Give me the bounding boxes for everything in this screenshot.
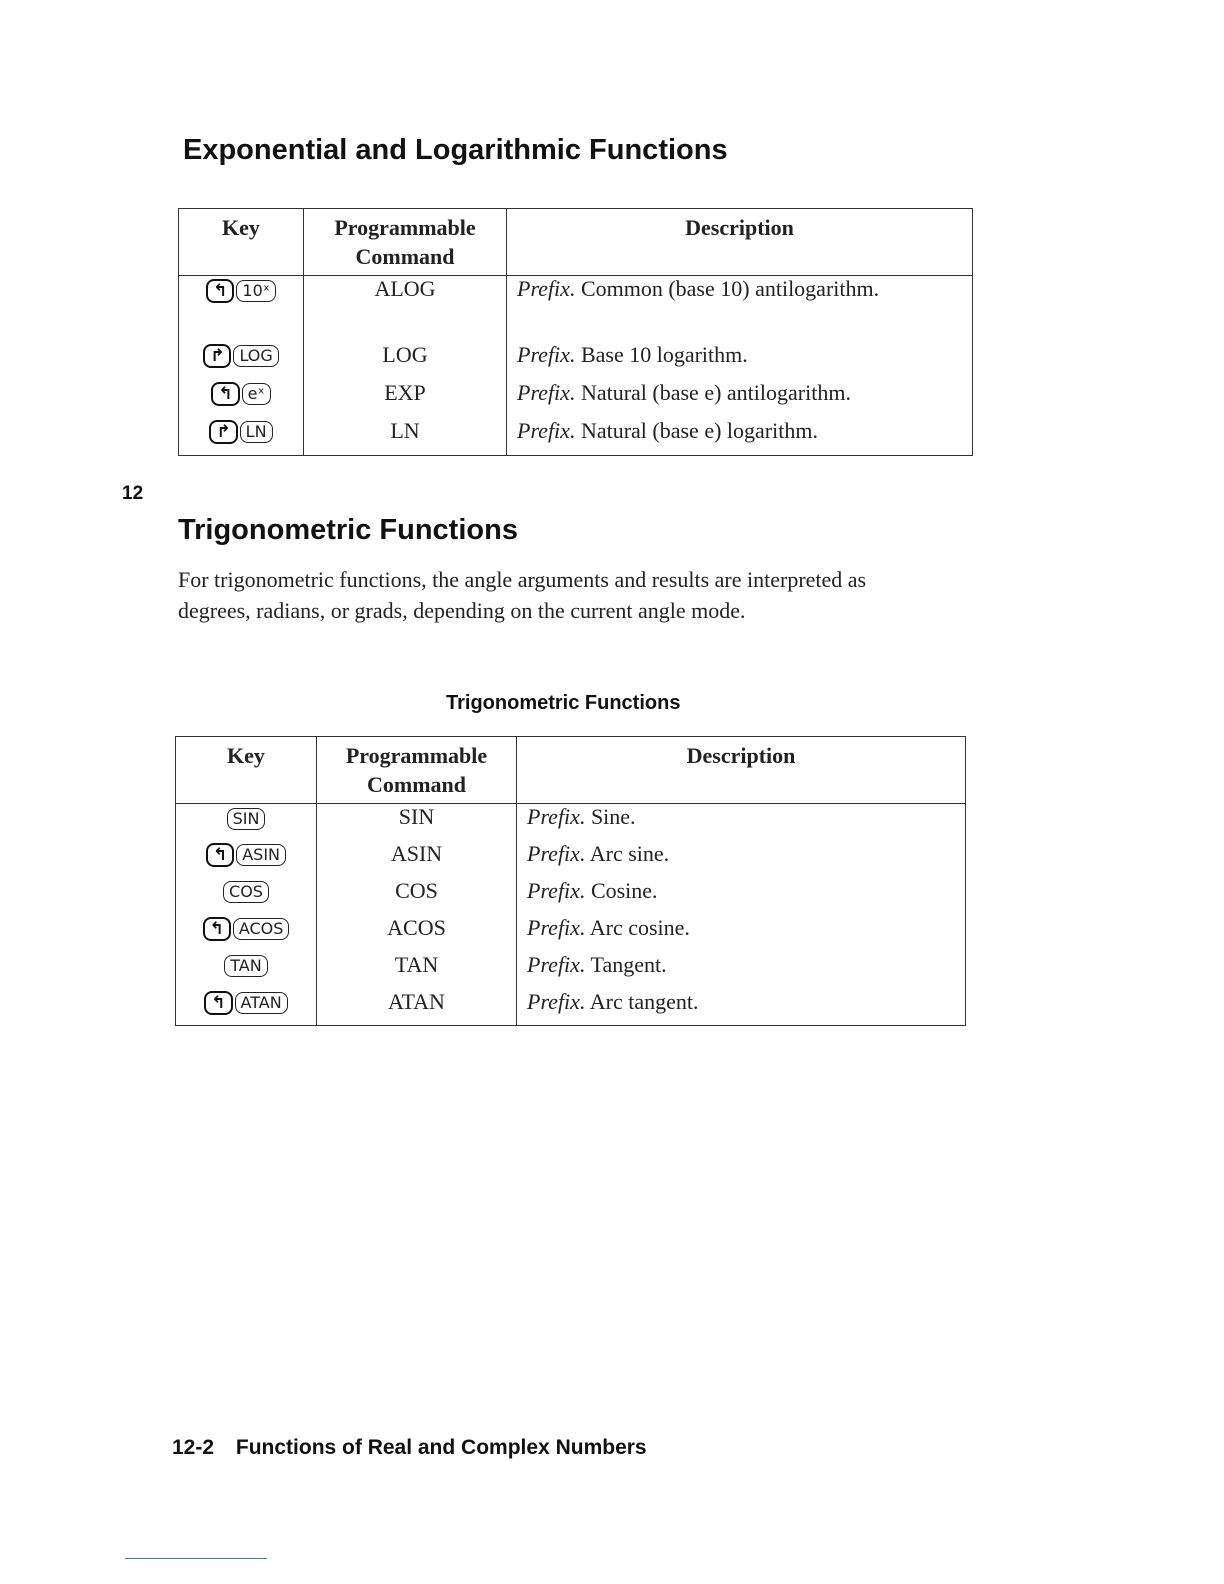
keycap: 10ˣ — [236, 280, 275, 302]
prefix-label: Prefix. — [527, 951, 586, 977]
left-shift-key-icon: ↰ — [206, 843, 234, 867]
keycap: ATAN — [235, 992, 288, 1014]
command-cell: ACOS — [317, 915, 517, 952]
table-row — [179, 276, 973, 342]
prefix-label: Prefix. — [527, 988, 586, 1014]
description-text: Common (base 10) antilogarithm. — [580, 276, 880, 301]
keycap: LN — [240, 421, 273, 443]
description-cell — [507, 418, 973, 456]
table-row — [176, 915, 966, 952]
right-shift-key-icon: ↱ — [203, 344, 231, 368]
exp-log-table — [178, 208, 973, 456]
section-title-trig: Trigonometric Functions — [178, 514, 518, 546]
command-cell: LOG — [304, 342, 507, 380]
command-cell: EXP — [304, 380, 507, 418]
chapter-tab: 12 — [122, 483, 144, 504]
trig-table — [175, 736, 966, 1026]
keycap: SIN — [227, 808, 266, 830]
header-command-line2: Command — [366, 772, 466, 797]
prefix-label: Prefix. — [517, 341, 576, 367]
description-text: Base 10 logarithm. — [580, 341, 748, 367]
table-row — [179, 418, 973, 456]
table-header-row — [176, 737, 966, 804]
prefix-label: Prefix. — [517, 379, 576, 405]
description-text: Arc tangent. — [589, 988, 699, 1014]
header-description: Description — [507, 209, 973, 276]
prefix-label: Prefix. — [527, 840, 586, 866]
description-text: Sine. — [590, 804, 636, 829]
key-cell — [176, 878, 317, 915]
header-command-line1: Programmable — [345, 743, 488, 768]
description-cell — [507, 342, 973, 380]
key-cell — [179, 276, 304, 342]
left-shift-key-icon: ↰ — [211, 382, 239, 406]
command-cell: ATAN — [317, 989, 517, 1026]
key-cell — [179, 342, 304, 380]
command-cell: LN — [304, 418, 507, 456]
header-command — [317, 737, 517, 804]
header-key: Key — [176, 737, 317, 804]
command-cell: TAN — [317, 952, 517, 989]
header-description: Description — [517, 737, 966, 804]
description-cell — [517, 804, 966, 841]
command-cell: SIN — [317, 804, 517, 841]
keycap: eˣ — [242, 383, 271, 405]
prefix-label: Prefix. — [517, 276, 576, 301]
table-row — [176, 989, 966, 1026]
description-text: Natural (base e) logarithm. — [580, 417, 818, 443]
table-row — [176, 878, 966, 915]
header-command-line2: Command — [355, 244, 455, 269]
description-text: Arc sine. — [589, 840, 670, 866]
prefix-label: Prefix. — [527, 877, 586, 903]
description-cell — [507, 276, 973, 342]
page-footer — [172, 1436, 647, 1460]
keycap: LOG — [233, 345, 278, 367]
prefix-label: Prefix. — [517, 417, 576, 443]
table-row — [179, 342, 973, 380]
keycap: TAN — [224, 955, 267, 977]
description-text: Natural (base e) antilogarithm. — [580, 379, 851, 405]
key-cell — [176, 804, 317, 841]
keycap: ASIN — [236, 844, 286, 866]
description-cell — [517, 841, 966, 878]
table-row — [176, 804, 966, 841]
left-shift-key-icon: ↰ — [206, 279, 234, 303]
left-shift-key-icon: ↰ — [204, 991, 232, 1015]
description-cell — [517, 878, 966, 915]
footer-page-number: 12-2 — [172, 1436, 215, 1459]
description-text: Cosine. — [590, 877, 658, 903]
header-key: Key — [179, 209, 304, 276]
bottom-rule — [125, 1558, 267, 1559]
keycap: COS — [223, 881, 269, 903]
key-cell — [176, 915, 317, 952]
left-shift-key-icon: ↰ — [203, 917, 231, 941]
key-cell — [179, 418, 304, 456]
key-cell — [176, 952, 317, 989]
trig-intro-paragraph: For trigonometric functions, the angle arguments and results are interpreted as degrees, radians, or grads, depending on the current angle mode. — [178, 567, 867, 623]
section-title-exp-log: Exponential and Logarithmic Functions — [183, 134, 728, 166]
description-text: Tangent. — [590, 951, 667, 977]
header-command — [304, 209, 507, 276]
table-header-row — [179, 209, 973, 276]
footer-chapter-title: Functions of Real and Complex Numbers — [235, 1436, 647, 1459]
command-cell: ALOG — [304, 276, 507, 342]
description-cell — [517, 952, 966, 989]
right-shift-key-icon: ↱ — [209, 420, 237, 444]
description-cell — [507, 380, 973, 418]
command-cell: COS — [317, 878, 517, 915]
table-row — [176, 841, 966, 878]
description-cell — [517, 989, 966, 1026]
key-cell — [176, 841, 317, 878]
description-text: Arc cosine. — [589, 914, 690, 940]
prefix-label: Prefix. — [527, 804, 586, 829]
table-row — [176, 952, 966, 989]
prefix-label: Prefix. — [527, 914, 586, 940]
header-command-line1: Programmable — [334, 215, 476, 240]
key-cell — [179, 380, 304, 418]
keycap: ACOS — [233, 918, 290, 940]
command-cell: ASIN — [317, 841, 517, 878]
table-row — [179, 380, 973, 418]
key-cell — [176, 989, 317, 1026]
table-caption: Trigonometric Functions — [446, 692, 681, 714]
description-cell — [517, 915, 966, 952]
